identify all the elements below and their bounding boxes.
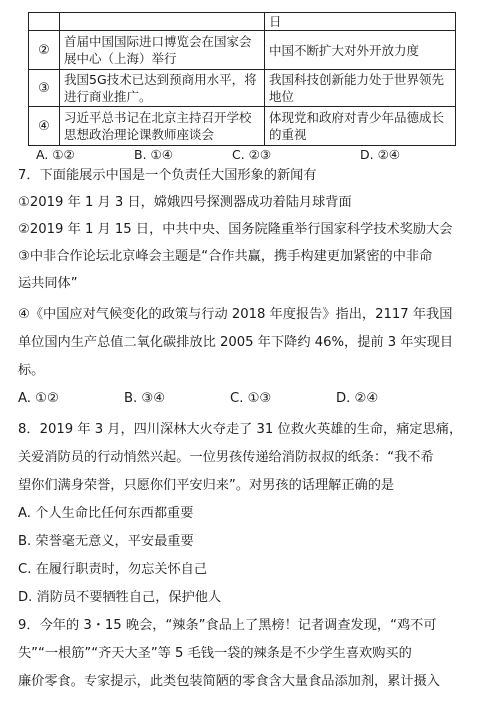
option-b: B. ③④ [124,391,166,406]
news-cell: 我国5G技术已达到预商用水平，将进行商业推广。 [60,70,265,107]
table-cell [29,13,60,31]
meaning-cell: 我国科技创新能力处于世界领先地位 [265,70,456,107]
q7-options [18,391,458,406]
option-c: C. ①③ [230,391,272,406]
table-header-cell: 日 [265,13,456,31]
q6-options [36,147,456,162]
option-c: C. ②③ [232,147,272,162]
q7-item: ④《中国应对气候变化的政策与行动 2018 年度报告》指出，2117 年我国 [18,307,453,322]
option-a: A. ①② [18,391,59,406]
meaning-cell: 中国不断扩大对外开放力度 [265,31,456,70]
q9-stem: 失”“一根筋”“齐天大圣”等 5 毛钱一袋的辣条是不少学生喜欢购买的 [18,646,412,661]
row-number: ② [29,31,60,70]
row-number: ④ [29,107,60,146]
option-d: D. ②④ [360,147,400,162]
table-cell [60,13,265,31]
table-row [29,31,456,70]
q9-stem: 廉价零食。专家提示，此类包装简陋的零食含大量食品添加剂，累计摄入 [18,674,440,689]
q7-item: ③中非合作论坛北京峰会主题是“合作共赢，携手构建更加紧密的中非命 [18,249,433,264]
table-row [29,107,456,146]
q8-option-c: C. 在履行职责时，勿忘关怀自己 [18,562,208,577]
q7-stem: 7．下面能展示中国是一个负责任大国形象的新闻有 [18,168,317,183]
q7-item-continued: 单位国内生产总值二氧化碳排放比 2005 年下降约 46%，提前 3 年实现目 [18,335,454,350]
row-number: ③ [29,70,60,107]
option-a: A. ①② [36,147,75,162]
q9-stem: 9．今年的 3・15 晚会，“辣条”食品上了黑榜！记者调查发现，“鸡不可 [18,618,437,633]
meaning-cell: 体现党和政府对青少年品德成长的重视 [265,107,456,146]
question-table [28,12,456,146]
option-b: B. ①④ [134,147,173,162]
q7-item: ②2019 年 1 月 15 日，中共中央、国务院隆重举行国家科学技术奖励大会 [18,222,453,237]
news-cell: 习近平总书记在北京主持召开学校思想政治理论课教师座谈会 [60,107,265,146]
q8-option-a: A. 个人生命比任何东西都重要 [18,506,194,521]
q8-stem: 关爱消防员的行动悄然兴起。一位男孩传递给消防叔叔的纸条：“我不希 [18,450,434,465]
table-row [29,70,456,107]
q7-item-continued: 运共同体” [18,276,78,291]
q7-item: ①2019 年 1 月 3 日，嫦娥四号探测器成功着陆月球背面 [18,195,352,210]
news-cell: 首届中国国际进口博览会在国家会展中心（上海）举行 [60,31,265,70]
q7-item-continued: 标。 [18,363,45,378]
q8-option-b: B. 荣誉毫无意义，平安最重要 [18,534,194,549]
table-header-row [29,13,456,31]
q8-option-d: D. 消防员不要牺牲自己，保护他人 [18,590,222,605]
q8-stem: 8．2019 年 3 月，四川深林大火夺走了 31 位救火英雄的生命，痛定思痛， [18,422,463,437]
option-d: D. ②④ [336,391,379,406]
q8-stem: 望你们满身荣誉，只愿你们平安归来”。对男孩的话理解正确的是 [18,478,395,493]
